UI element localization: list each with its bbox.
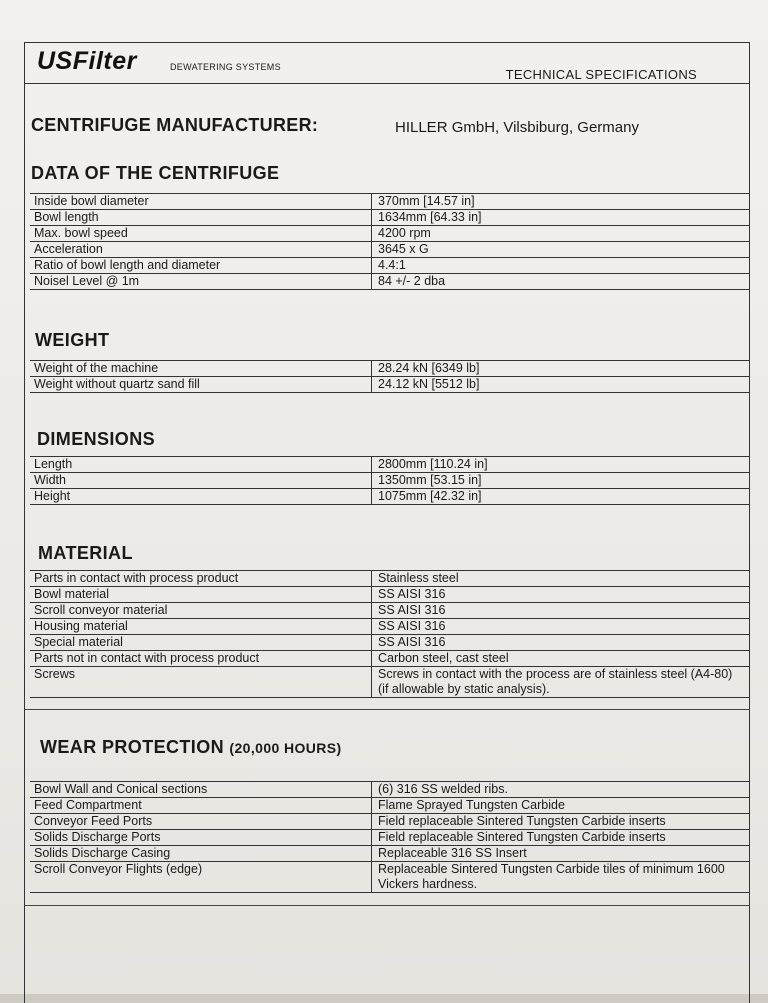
- wear-title-suffix: (20,000 HOURS): [229, 740, 342, 756]
- material-divider: [25, 709, 749, 710]
- usfilter-logo: USFilter: [37, 47, 137, 75]
- table-row: [30, 587, 750, 603]
- spec-value: Replaceable Sintered Tungsten Carbide tiles of minimum 1600 Vickers hardness.: [372, 862, 751, 893]
- spec-label: Width: [30, 473, 372, 489]
- wear-title: WEAR PROTECTION: [40, 737, 224, 757]
- spec-value: 24.12 kN [5512 lb]: [372, 377, 751, 393]
- table-row: [30, 830, 750, 846]
- table-material: [30, 570, 750, 698]
- spec-label: Bowl length: [30, 210, 372, 226]
- spec-label: Housing material: [30, 619, 372, 635]
- table-row: [30, 619, 750, 635]
- spec-label: Length: [30, 457, 372, 473]
- spec-label: Scroll Conveyor Flights (edge): [30, 862, 372, 893]
- table-row: [30, 473, 750, 489]
- manufacturer-label: CENTRIFUGE MANUFACTURER:: [31, 115, 319, 135]
- spec-label: Parts in contact with process product: [30, 571, 372, 587]
- table-row: [30, 798, 750, 814]
- table-row: [30, 571, 750, 587]
- spec-label: Special material: [30, 635, 372, 651]
- spec-value: Carbon steel, cast steel: [372, 651, 751, 667]
- spec-label: Acceleration: [30, 242, 372, 258]
- table-row: [30, 242, 750, 258]
- logo-subtitle: DEWATERING SYSTEMS: [170, 62, 281, 72]
- spec-value: 1075mm [42.32 in]: [372, 489, 751, 505]
- spec-value: 4200 rpm: [372, 226, 751, 242]
- spec-label: Solids Discharge Casing: [30, 846, 372, 862]
- spec-label: Parts not in contact with process product: [30, 651, 372, 667]
- table-row: [30, 862, 750, 893]
- table-row: [30, 258, 750, 274]
- spec-value: SS AISI 316: [372, 635, 751, 651]
- spec-label: Weight without quartz sand fill: [30, 377, 372, 393]
- wear-divider: [25, 905, 749, 906]
- table-row: [30, 667, 750, 698]
- manufacturer-value: HILLER GmbH, Vilsbiburg, Germany: [395, 119, 639, 136]
- spec-value: Screws in contact with the process are of stainless steel (A4-80) (if allowable by static analysis).: [372, 667, 751, 698]
- table-row: [30, 635, 750, 651]
- spec-value: Field replaceable Sintered Tungsten Carbide inserts: [372, 830, 751, 846]
- spec-label: Inside bowl diameter: [30, 194, 372, 210]
- spec-label: Solids Discharge Ports: [30, 830, 372, 846]
- spec-value: 1350mm [53.15 in]: [372, 473, 751, 489]
- spec-value: (6) 316 SS welded ribs.: [372, 782, 751, 798]
- section-title-weight: WEIGHT: [35, 330, 110, 350]
- spec-value: 370mm [14.57 in]: [372, 194, 751, 210]
- spec-label: Noisel Level @ 1m: [30, 274, 372, 290]
- table-row: [30, 814, 750, 830]
- spec-value: SS AISI 316: [372, 603, 751, 619]
- table-row: [30, 782, 750, 798]
- spec-value: Field replaceable Sintered Tungsten Carbide inserts: [372, 814, 751, 830]
- spec-value: 3645 x G: [372, 242, 751, 258]
- spec-label: Height: [30, 489, 372, 505]
- table-row: [30, 489, 750, 505]
- spec-label: Max. bowl speed: [30, 226, 372, 242]
- spec-value: 2800mm [110.24 in]: [372, 457, 751, 473]
- spec-value: 28.24 kN [6349 lb]: [372, 361, 751, 377]
- table-row: [30, 457, 750, 473]
- spec-label: Bowl Wall and Conical sections: [30, 782, 372, 798]
- section-title-material: MATERIAL: [38, 543, 133, 563]
- table-row: [30, 194, 750, 210]
- spec-value: Replaceable 316 SS Insert: [372, 846, 751, 862]
- section-title-wear: [40, 737, 342, 758]
- table-row: [30, 603, 750, 619]
- table-dimensions: [30, 456, 750, 505]
- spec-label: Weight of the machine: [30, 361, 372, 377]
- spec-label: Bowl material: [30, 587, 372, 603]
- table-wear: [30, 781, 750, 893]
- table-row: [30, 377, 750, 393]
- table-row: [30, 651, 750, 667]
- spec-sheet-frame: [24, 42, 750, 1003]
- table-row: [30, 210, 750, 226]
- spec-label: Feed Compartment: [30, 798, 372, 814]
- spec-value: 4.4:1: [372, 258, 751, 274]
- section-title-dimensions: DIMENSIONS: [37, 429, 156, 449]
- spec-label: Conveyor Feed Ports: [30, 814, 372, 830]
- table-weight: [30, 360, 750, 393]
- document-title: TECHNICAL SPECIFICATIONS: [505, 67, 697, 82]
- spec-value: Stainless steel: [372, 571, 751, 587]
- spec-value: SS AISI 316: [372, 587, 751, 603]
- table-row: [30, 226, 750, 242]
- table-row: [30, 846, 750, 862]
- table-row: [30, 361, 750, 377]
- section-title-data: DATA OF THE CENTRIFUGE: [31, 163, 280, 183]
- spec-value: SS AISI 316: [372, 619, 751, 635]
- spec-value: Flame Sprayed Tungsten Carbide: [372, 798, 751, 814]
- spec-label: Scroll conveyor material: [30, 603, 372, 619]
- header-divider: [25, 83, 749, 84]
- spec-value: 1634mm [64.33 in]: [372, 210, 751, 226]
- spec-label: Ratio of bowl length and diameter: [30, 258, 372, 274]
- table-data: [30, 193, 750, 290]
- table-row: [30, 274, 750, 290]
- spec-value: 84 +/- 2 dba: [372, 274, 751, 290]
- spec-label: Screws: [30, 667, 372, 698]
